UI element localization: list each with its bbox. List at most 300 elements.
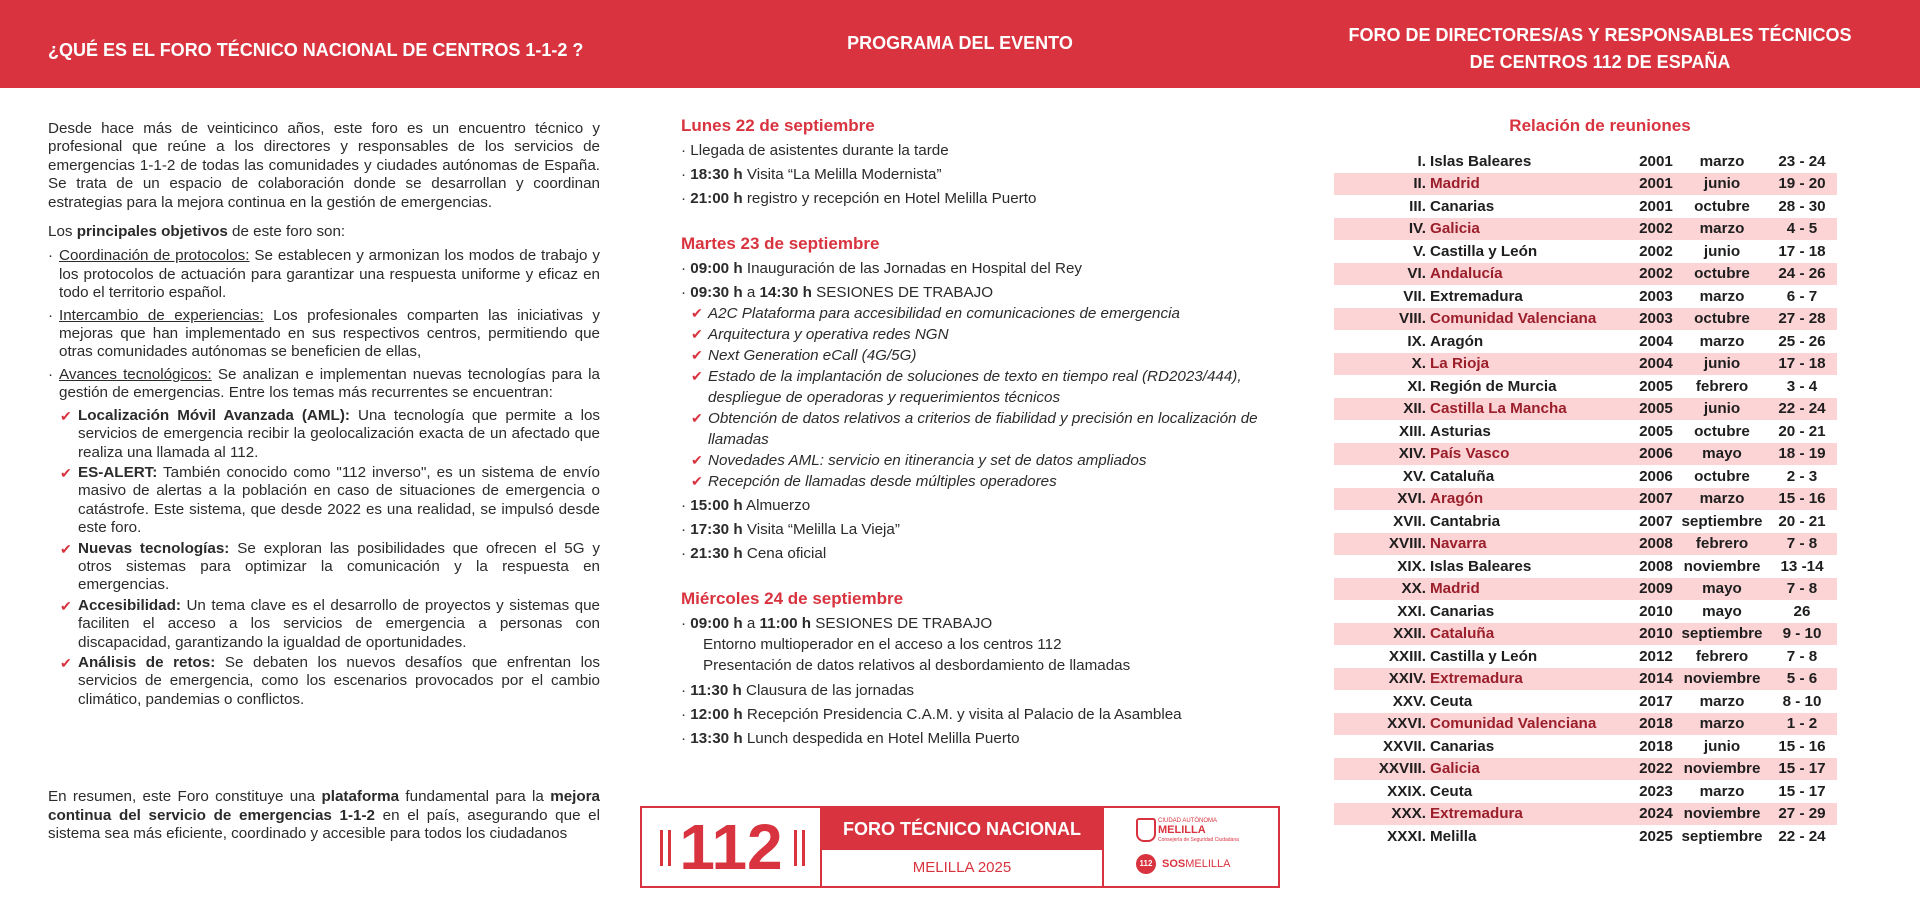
meeting-row bbox=[1334, 330, 1837, 353]
program-item: · 13:30 h Lunch despedida en Hotel Melilla Puerto bbox=[681, 730, 1020, 747]
summary-bold: mejora continua del servicio de emergencias 1-1-2 bbox=[48, 788, 601, 824]
meeting-number: XXX. bbox=[1334, 803, 1426, 826]
meeting-row bbox=[1334, 398, 1837, 421]
meeting-number: XX. bbox=[1334, 578, 1426, 601]
meeting-days: 15 - 16 bbox=[1767, 488, 1837, 511]
meeting-number: I. bbox=[1417, 152, 1426, 170]
summary-paragraph bbox=[48, 788, 600, 843]
meeting-month: septiembre bbox=[1681, 827, 1763, 845]
meeting-number: XVI. bbox=[1334, 488, 1426, 511]
check-icon: ✔ bbox=[691, 410, 703, 426]
meeting-month: octubre bbox=[1694, 467, 1750, 485]
summary-part: en el país, asegurando que el sistema sea más eficiente, coordinado y accesible para todos los ciudadanos bbox=[48, 806, 601, 842]
meeting-place: Extremadura bbox=[1430, 287, 1523, 305]
meeting-place: Islas Baleares bbox=[1430, 557, 1532, 575]
tech-topic-title: ES-ALERT: bbox=[78, 463, 158, 481]
meeting-days: 20 - 21 bbox=[1778, 422, 1826, 440]
session-topic bbox=[681, 471, 1261, 492]
program-item: · 09:00 h Inauguración de las Jornadas en Hospital del Rey bbox=[681, 260, 1083, 277]
header-right-title bbox=[1320, 22, 1880, 76]
tech-topic-title: Nuevas tecnologías: bbox=[78, 539, 230, 557]
meeting-place: La Rioja bbox=[1426, 353, 1635, 376]
program-item-time: 09:30 h bbox=[690, 284, 743, 301]
session-topic bbox=[681, 366, 1261, 408]
meeting-days: 3 - 4 bbox=[1786, 377, 1818, 395]
tech-topic-text: Se debaten los nuevos desafíos que enfrentan los servicios de emergencia, como los escenarios provocados por el cambio climático, pandemias o conflictos. bbox=[78, 653, 600, 708]
meeting-place: Madrid bbox=[1426, 173, 1635, 196]
meeting-number: XIX. bbox=[1397, 557, 1426, 575]
meeting-days: 8 - 10 bbox=[1782, 692, 1822, 710]
check-icon: ✔ bbox=[691, 326, 703, 342]
meeting-row bbox=[1334, 375, 1837, 398]
meeting-place: Aragón bbox=[1430, 332, 1484, 350]
logo-subtitle: MELILLA 2025 bbox=[820, 850, 1104, 886]
objective-title: Intercambio de experiencias: bbox=[59, 306, 264, 324]
meeting-place: Melilla bbox=[1430, 827, 1477, 845]
city-sub-label: Consejería de Seguridad Ciudadana bbox=[1158, 837, 1239, 843]
meeting-year: 2005 bbox=[1639, 377, 1673, 395]
meeting-year: 2023 bbox=[1639, 782, 1673, 800]
meeting-number: IV. bbox=[1334, 218, 1426, 241]
meeting-year: 2001 bbox=[1639, 197, 1673, 215]
check-icon: ✔ bbox=[691, 368, 703, 384]
meeting-days: 15 - 16 bbox=[1778, 737, 1826, 755]
logo-bar bbox=[794, 830, 797, 866]
day-title: Lunes 22 de septiembre bbox=[681, 116, 875, 135]
objective-text: Se analizan e implementan nuevas tecnologías para la gestión de emergencias. Entre los temas más recurrentes se encuentran: bbox=[59, 365, 600, 402]
objectives-line bbox=[48, 223, 600, 241]
program-item-time: 12:00 h bbox=[690, 706, 743, 723]
meeting-year: 2017 bbox=[1639, 692, 1673, 710]
meeting-month: junio bbox=[1677, 353, 1767, 376]
meeting-row bbox=[1334, 780, 1837, 803]
meeting-days: 7 - 8 bbox=[1767, 578, 1837, 601]
meeting-row bbox=[1334, 825, 1837, 848]
meeting-number: II. bbox=[1334, 173, 1426, 196]
program-item-time: 09:00 h bbox=[690, 260, 743, 277]
meeting-days: 17 - 18 bbox=[1767, 353, 1837, 376]
objective-text: Los profesionales comparten las iniciativas y mejoras que han implementado en sus respectivos centros, permitiendo que otras comunidades autónomas se beneficien de ellas, bbox=[59, 306, 600, 361]
meeting-month: noviembre bbox=[1677, 803, 1767, 826]
meeting-month: febrero bbox=[1695, 647, 1749, 665]
logo-bar bbox=[802, 830, 805, 866]
meeting-place: Cantabria bbox=[1430, 512, 1501, 530]
tech-topic-text: Un tema clave es el desarrollo de proyectos y sistemas que faciliten el acceso a los servicios de emergencia a personas con discapacidad, garantizando la igualdad de oportunidades. bbox=[78, 596, 600, 651]
meeting-number: IX. bbox=[1407, 332, 1426, 350]
tech-topic-text: Se exploran las posibilidades que ofrecen el 5G y otros sistemas para optimizar la comunicación y la respuesta en emergencias. bbox=[78, 539, 600, 594]
program-item-time: 14:30 h bbox=[759, 284, 812, 301]
meeting-number: XXVI. bbox=[1334, 713, 1426, 736]
program-item-time: 11:30 h bbox=[690, 682, 742, 699]
meeting-place: Castilla y León bbox=[1430, 242, 1538, 260]
check-icon: ✔ bbox=[60, 654, 72, 671]
meeting-row bbox=[1334, 555, 1837, 578]
objectives-pre: Los bbox=[48, 223, 77, 241]
program-item-text: Almuerzo bbox=[742, 497, 811, 514]
meeting-month: febrero bbox=[1695, 377, 1749, 395]
meeting-row bbox=[1334, 353, 1837, 376]
meeting-number: X. bbox=[1334, 353, 1426, 376]
day-title: Miércoles 24 de septiembre bbox=[681, 589, 904, 608]
meeting-days: 26 bbox=[1793, 602, 1811, 620]
meeting-row bbox=[1334, 308, 1837, 331]
meeting-year: 2008 bbox=[1639, 557, 1673, 575]
meeting-number: XVIII. bbox=[1334, 533, 1426, 556]
meeting-year: 2007 bbox=[1639, 512, 1673, 530]
meeting-place: Galicia bbox=[1426, 218, 1635, 241]
meeting-place: Ceuta bbox=[1430, 692, 1473, 710]
meeting-days: 19 - 20 bbox=[1767, 173, 1837, 196]
meeting-month: marzo bbox=[1677, 488, 1767, 511]
meeting-place: Galicia bbox=[1426, 758, 1635, 781]
meeting-row bbox=[1334, 690, 1837, 713]
session-topic bbox=[681, 450, 1261, 471]
program-item-text: registro y recepción en Hotel Melilla Puerto bbox=[742, 190, 1037, 207]
check-icon: ✔ bbox=[60, 407, 72, 424]
meeting-year: 2001 bbox=[1639, 152, 1673, 170]
meeting-place: País Vasco bbox=[1426, 443, 1635, 466]
tech-topic-text: Una tecnología que permite a los servicios de emergencia recibir la geolocalización exacta de un afectado que realiza una llamada al 112. bbox=[78, 406, 600, 461]
meeting-days: 7 - 8 bbox=[1767, 533, 1837, 556]
city-small-label: CIUDAD AUTÓNOMA bbox=[1158, 818, 1218, 824]
meeting-row bbox=[1334, 195, 1837, 218]
program-item-time: 21:00 h bbox=[690, 190, 743, 207]
meeting-place: Extremadura bbox=[1426, 668, 1635, 691]
meeting-row bbox=[1334, 623, 1837, 646]
meeting-month: noviembre bbox=[1677, 758, 1767, 781]
meeting-year: 2024 bbox=[1635, 803, 1677, 826]
tech-topic-item bbox=[48, 540, 600, 595]
objective-item: · Avances tecnológicos: Se analizan e implementan nuevas tecnologías para la gestión de emergencias. Entre los temas más recurrentes se encuentran: bbox=[48, 365, 600, 402]
meeting-month: febrero bbox=[1677, 533, 1767, 556]
program-item: · 18:30 h Visita “La Melilla Modernista” bbox=[681, 166, 942, 183]
meeting-month: marzo bbox=[1699, 152, 1745, 170]
program-item: · 11:30 h Clausura de las jornadas bbox=[681, 682, 915, 699]
check-icon: ✔ bbox=[691, 305, 703, 321]
meeting-days: 13 -14 bbox=[1780, 557, 1824, 575]
objective-item: · Coordinación de protocolos: Se establecen y armonizan los modos de trabajo y los protocolos de actuación para garantizar una respuesta uniforme y eficaz en todo el territorio español. bbox=[48, 247, 600, 302]
tech-topic-item bbox=[48, 464, 600, 538]
session-topic: Entorno multioperador en el acceso a los centros 112 bbox=[703, 636, 1062, 653]
program-item-text: SESIONES DE TRABAJO bbox=[811, 284, 994, 301]
intro-paragraph: Desde hace más de veinticinco años, este foro es un encuentro técnico y profesional que reúne a los directores y responsables de los servicios de emergencias 1-1-2 de todas las comunidades y ciudades autónomas de España. Se trata de un espacio de colaboración donde se desarrollan y coordinan estrategias para la mejora continua en la gestión de emergencias. bbox=[48, 120, 600, 211]
meeting-days: 15 - 17 bbox=[1778, 782, 1826, 800]
meeting-number: III. bbox=[1409, 197, 1426, 215]
meeting-number: VII. bbox=[1403, 287, 1426, 305]
meeting-days: 23 - 24 bbox=[1778, 152, 1826, 170]
summary-bold: plataforma bbox=[321, 788, 400, 806]
meeting-month: octubre bbox=[1677, 308, 1767, 331]
session-topic-text: Recepción de llamadas desde múltiples operadores bbox=[708, 473, 1057, 490]
program-item-text: Visita “Melilla La Vieja” bbox=[742, 521, 900, 538]
meeting-place: Aragón bbox=[1426, 488, 1635, 511]
meeting-place: Castilla La Mancha bbox=[1426, 398, 1635, 421]
check-icon: ✔ bbox=[691, 452, 703, 468]
meeting-row bbox=[1334, 578, 1837, 601]
check-icon: ✔ bbox=[691, 347, 703, 363]
meeting-place: Canarias bbox=[1430, 602, 1495, 620]
meeting-days: 4 - 5 bbox=[1767, 218, 1837, 241]
meeting-place: Canarias bbox=[1430, 197, 1495, 215]
session-topic-text: Estado de la implantación de soluciones de texto en tiempo real (RD2023/444), despliegue de operadoras y requerimientos técnicos bbox=[708, 368, 1242, 406]
meeting-year: 2004 bbox=[1639, 332, 1673, 350]
meeting-place: Comunidad Valenciana bbox=[1426, 308, 1635, 331]
meeting-days: 18 - 19 bbox=[1767, 443, 1837, 466]
meeting-row bbox=[1334, 668, 1837, 691]
meeting-days: 7 - 8 bbox=[1786, 647, 1818, 665]
meeting-year: 2005 bbox=[1635, 398, 1677, 421]
meeting-place: Navarra bbox=[1426, 533, 1635, 556]
meeting-place: Ceuta bbox=[1430, 782, 1473, 800]
tech-topic-title: Análisis de retos: bbox=[78, 653, 216, 671]
meeting-year: 2004 bbox=[1635, 353, 1677, 376]
meeting-year: 2002 bbox=[1639, 242, 1673, 260]
program-item-text: Inauguración de las Jornadas en Hospital del Rey bbox=[742, 260, 1083, 277]
session-topic-text: Novedades AML: servicio en itinerancia y set de datos ampliados bbox=[708, 452, 1147, 469]
meeting-year: 2002 bbox=[1635, 218, 1677, 241]
meeting-number: XIII. bbox=[1398, 422, 1426, 440]
meeting-month: marzo bbox=[1699, 692, 1745, 710]
meeting-days: 22 - 24 bbox=[1778, 827, 1826, 845]
meeting-row bbox=[1334, 488, 1837, 511]
check-icon: ✔ bbox=[691, 473, 703, 489]
city-label: MELILLA bbox=[1158, 824, 1206, 836]
program-item-text: Recepción Presidencia C.A.M. y visita al Palacio de la Asamblea bbox=[742, 706, 1182, 723]
meeting-row bbox=[1334, 150, 1837, 173]
meeting-days: 27 - 28 bbox=[1767, 308, 1837, 331]
meeting-number: XXIII. bbox=[1388, 647, 1426, 665]
program-item: · 17:30 h Visita “Melilla La Vieja” bbox=[681, 521, 900, 538]
meeting-days: 27 - 29 bbox=[1767, 803, 1837, 826]
meeting-days: 28 - 30 bbox=[1778, 197, 1826, 215]
logo-112-number: 112 bbox=[679, 811, 783, 883]
meeting-row bbox=[1334, 420, 1837, 443]
tech-topic-item bbox=[48, 597, 600, 652]
meeting-place: Castilla y León bbox=[1430, 647, 1538, 665]
meeting-place: Madrid bbox=[1426, 578, 1635, 601]
header-right-line1: FORO DE DIRECTORES/AS Y RESPONSABLES TÉCNICOS bbox=[1348, 25, 1852, 45]
meeting-year: 2010 bbox=[1639, 602, 1673, 620]
check-icon: ✔ bbox=[60, 464, 72, 481]
meeting-year: 2005 bbox=[1639, 422, 1673, 440]
program-item: · Llegada de asistentes durante la tarde bbox=[681, 142, 949, 159]
meeting-number: XI. bbox=[1407, 377, 1426, 395]
meeting-month: marzo bbox=[1677, 713, 1767, 736]
meeting-year: 2009 bbox=[1635, 578, 1677, 601]
tech-topic-title: Accesibilidad: bbox=[78, 596, 181, 614]
program-item-time: 13:30 h bbox=[690, 730, 743, 747]
meeting-year: 2002 bbox=[1635, 263, 1677, 286]
meeting-row bbox=[1334, 510, 1837, 533]
objective-title: Coordinación de protocolos: bbox=[59, 247, 250, 265]
sos-text: MELILLA bbox=[1185, 858, 1231, 870]
meeting-place: Cataluña bbox=[1426, 623, 1635, 646]
logo-title: FORO TÉCNICO NACIONAL bbox=[820, 808, 1104, 850]
meeting-year: 2022 bbox=[1635, 758, 1677, 781]
tech-topic-text: También conocido como "112 inverso", es un sistema de envío masivo de alertas a la población en caso de situaciones de emergencia o catástrofe. Este sistema, que desde 2022 es una realidad, se impulsó desde este foro. bbox=[78, 463, 600, 537]
meeting-year: 2006 bbox=[1639, 467, 1673, 485]
meeting-month: noviembre bbox=[1683, 557, 1761, 575]
meeting-month: mayo bbox=[1702, 602, 1742, 620]
sos-112-icon: 112 bbox=[1136, 854, 1156, 874]
meeting-month: octubre bbox=[1677, 263, 1767, 286]
sos-bold: SOS bbox=[1162, 858, 1186, 870]
meeting-year: 2003 bbox=[1635, 308, 1677, 331]
meeting-place: Canarias bbox=[1430, 737, 1495, 755]
meeting-number: XXVIII. bbox=[1334, 758, 1426, 781]
melilla-logos bbox=[1106, 808, 1278, 886]
meeting-row bbox=[1334, 803, 1837, 826]
meeting-number: XXXI. bbox=[1387, 827, 1426, 845]
forum-logo bbox=[640, 806, 1280, 888]
meeting-number: XXV. bbox=[1392, 692, 1426, 710]
check-icon: ✔ bbox=[60, 597, 72, 614]
meeting-row bbox=[1334, 443, 1837, 466]
meeting-month: mayo bbox=[1677, 578, 1767, 601]
program-item-text: a bbox=[742, 615, 760, 632]
meeting-row bbox=[1334, 758, 1837, 781]
session-topic bbox=[681, 408, 1261, 450]
program-item: · 12:00 h Recepción Presidencia C.A.M. y visita al Palacio de la Asamblea bbox=[681, 706, 1182, 723]
about-forum-section bbox=[48, 120, 600, 711]
meeting-month: junio bbox=[1703, 737, 1741, 755]
sos-melilla-label bbox=[1162, 858, 1230, 870]
meeting-number: XXIV. bbox=[1334, 668, 1426, 691]
objectives-bold: principales objetivos bbox=[76, 223, 228, 241]
header-left-title: ¿QUÉ ES EL FORO TÉCNICO NACIONAL DE CENTROS 1-1-2 ? bbox=[48, 40, 584, 60]
meeting-month: marzo bbox=[1699, 332, 1745, 350]
meeting-days: 20 - 21 bbox=[1778, 512, 1826, 530]
program-item: · 15:00 h Almuerzo bbox=[681, 497, 811, 514]
objective-title: Avances tecnológicos: bbox=[59, 365, 212, 383]
meeting-row bbox=[1334, 600, 1837, 623]
header-middle-title: PROGRAMA DEL EVENTO bbox=[847, 33, 1073, 53]
program-item: · 09:00 h a 11:00 h SESIONES DE TRABAJO bbox=[681, 615, 993, 632]
program-item-time: 18:30 h bbox=[690, 166, 743, 183]
session-topic-text: Next Generation eCall (4G/5G) bbox=[708, 347, 917, 364]
meeting-month: noviembre bbox=[1677, 668, 1767, 691]
session-topic-text: A2C Plataforma para accesibilidad en comunicaciones de emergencia bbox=[708, 305, 1180, 322]
meeting-number: V. bbox=[1413, 242, 1426, 260]
meeting-number: XXI. bbox=[1397, 602, 1426, 620]
coat-of-arms-icon bbox=[1136, 818, 1156, 842]
meeting-row bbox=[1334, 285, 1837, 308]
meeting-days: 15 - 17 bbox=[1767, 758, 1837, 781]
meeting-month: junio bbox=[1677, 173, 1767, 196]
meeting-row bbox=[1334, 713, 1837, 736]
meeting-year: 2018 bbox=[1635, 713, 1677, 736]
program-item-time: 11:00 h bbox=[759, 615, 812, 632]
meeting-place: Región de Murcia bbox=[1430, 377, 1557, 395]
program-item-text: Lunch despedida en Hotel Melilla Puerto bbox=[742, 730, 1020, 747]
meeting-year: 2001 bbox=[1635, 173, 1677, 196]
meeting-number: XXVII. bbox=[1382, 737, 1426, 755]
meeting-year: 2003 bbox=[1639, 287, 1673, 305]
meeting-month: marzo bbox=[1699, 782, 1745, 800]
header-right-line2: DE CENTROS 112 DE ESPAÑA bbox=[1469, 52, 1731, 72]
meeting-month: octubre bbox=[1694, 197, 1750, 215]
session-topic bbox=[681, 345, 1261, 366]
meeting-row bbox=[1334, 173, 1837, 196]
program-item-time: 21:30 h bbox=[690, 545, 743, 562]
meeting-number: VIII. bbox=[1334, 308, 1426, 331]
meeting-month: septiembre bbox=[1681, 512, 1763, 530]
meeting-row bbox=[1334, 218, 1837, 241]
meeting-days: 25 - 26 bbox=[1778, 332, 1826, 350]
meeting-number: XIV. bbox=[1334, 443, 1426, 466]
session-topic: Presentación de datos relativos al desbordamiento de llamadas bbox=[703, 657, 1131, 674]
meeting-days: 6 - 7 bbox=[1786, 287, 1818, 305]
meeting-number: XXII. bbox=[1334, 623, 1426, 646]
meeting-place: Islas Baleares bbox=[1430, 152, 1532, 170]
program-item: · 21:00 h registro y recepción en Hotel Melilla Puerto bbox=[681, 190, 1037, 207]
tech-topic-item bbox=[48, 654, 600, 709]
meeting-days: 1 - 2 bbox=[1767, 713, 1837, 736]
meeting-days: 2 - 3 bbox=[1786, 467, 1818, 485]
meeting-place: Cataluña bbox=[1430, 467, 1495, 485]
meeting-days: 22 - 24 bbox=[1767, 398, 1837, 421]
meeting-year: 2008 bbox=[1635, 533, 1677, 556]
program-item-text: a bbox=[742, 284, 760, 301]
program-item-text: Visita “La Melilla Modernista” bbox=[742, 166, 942, 183]
meeting-number: XVII. bbox=[1393, 512, 1426, 530]
meeting-row bbox=[1334, 263, 1837, 286]
check-icon: ✔ bbox=[60, 540, 72, 557]
objectives-post: de este foro son: bbox=[227, 223, 346, 241]
summary-part: fundamental para la bbox=[399, 788, 551, 806]
program-item-time: 17:30 h bbox=[690, 521, 743, 538]
meeting-year: 2007 bbox=[1635, 488, 1677, 511]
session-topic-text: Arquitectura y operativa redes NGN bbox=[708, 326, 949, 343]
meeting-number: XV. bbox=[1402, 467, 1426, 485]
meeting-year: 2010 bbox=[1635, 623, 1677, 646]
meeting-month: marzo bbox=[1677, 218, 1767, 241]
meetings-table bbox=[1334, 150, 1837, 848]
meeting-month: octubre bbox=[1694, 422, 1750, 440]
tech-topic-item bbox=[48, 407, 600, 462]
objective-item: · Intercambio de experiencias: Los profesionales comparten las iniciativas y mejoras que han implementado en sus respectivos centros, permitiendo que otras comunidades autónomas se beneficien de ellas, bbox=[48, 306, 600, 361]
meeting-year: 2025 bbox=[1639, 827, 1673, 845]
program-item: · 21:30 h Cena oficial bbox=[681, 545, 827, 562]
program-item: · 09:30 h a 14:30 h SESIONES DE TRABAJO bbox=[681, 284, 994, 301]
session-topic bbox=[681, 303, 1261, 324]
meeting-year: 2018 bbox=[1639, 737, 1673, 755]
program-item-text: SESIONES DE TRABAJO bbox=[811, 615, 993, 632]
program-item-text: Clausura de las jornadas bbox=[741, 682, 915, 699]
program-item-text: Llegada de asistentes durante la tarde bbox=[690, 142, 949, 159]
meeting-month: mayo bbox=[1677, 443, 1767, 466]
meeting-month: junio bbox=[1677, 398, 1767, 421]
meeting-year: 2012 bbox=[1639, 647, 1673, 665]
day-title: Martes 23 de septiembre bbox=[681, 234, 880, 253]
summary-part: En resumen, este Foro constituye una bbox=[48, 788, 322, 806]
meeting-number: XII. bbox=[1334, 398, 1426, 421]
meeting-month: septiembre bbox=[1677, 623, 1767, 646]
meeting-row bbox=[1334, 240, 1837, 263]
program-item-text: Cena oficial bbox=[742, 545, 827, 562]
objective-text: Se establecen y armonizan los modos de trabajo y los protocolos de actuación para garantizar una respuesta uniforme y eficaz en todo el territorio español. bbox=[59, 247, 600, 302]
meeting-days: 17 - 18 bbox=[1778, 242, 1826, 260]
meeting-number: XXIX. bbox=[1387, 782, 1426, 800]
program-item-time: 15:00 h bbox=[690, 497, 743, 514]
event-program-section bbox=[681, 116, 1261, 754]
meeting-days: 24 - 26 bbox=[1767, 263, 1837, 286]
meeting-month: marzo bbox=[1699, 287, 1745, 305]
meeting-place: Comunidad Valenciana bbox=[1426, 713, 1635, 736]
tech-topic-title: Localización Móvil Avanzada (AML): bbox=[78, 406, 350, 424]
meetings-title: Relación de reuniones bbox=[1509, 116, 1691, 135]
meeting-place: Asturias bbox=[1430, 422, 1491, 440]
